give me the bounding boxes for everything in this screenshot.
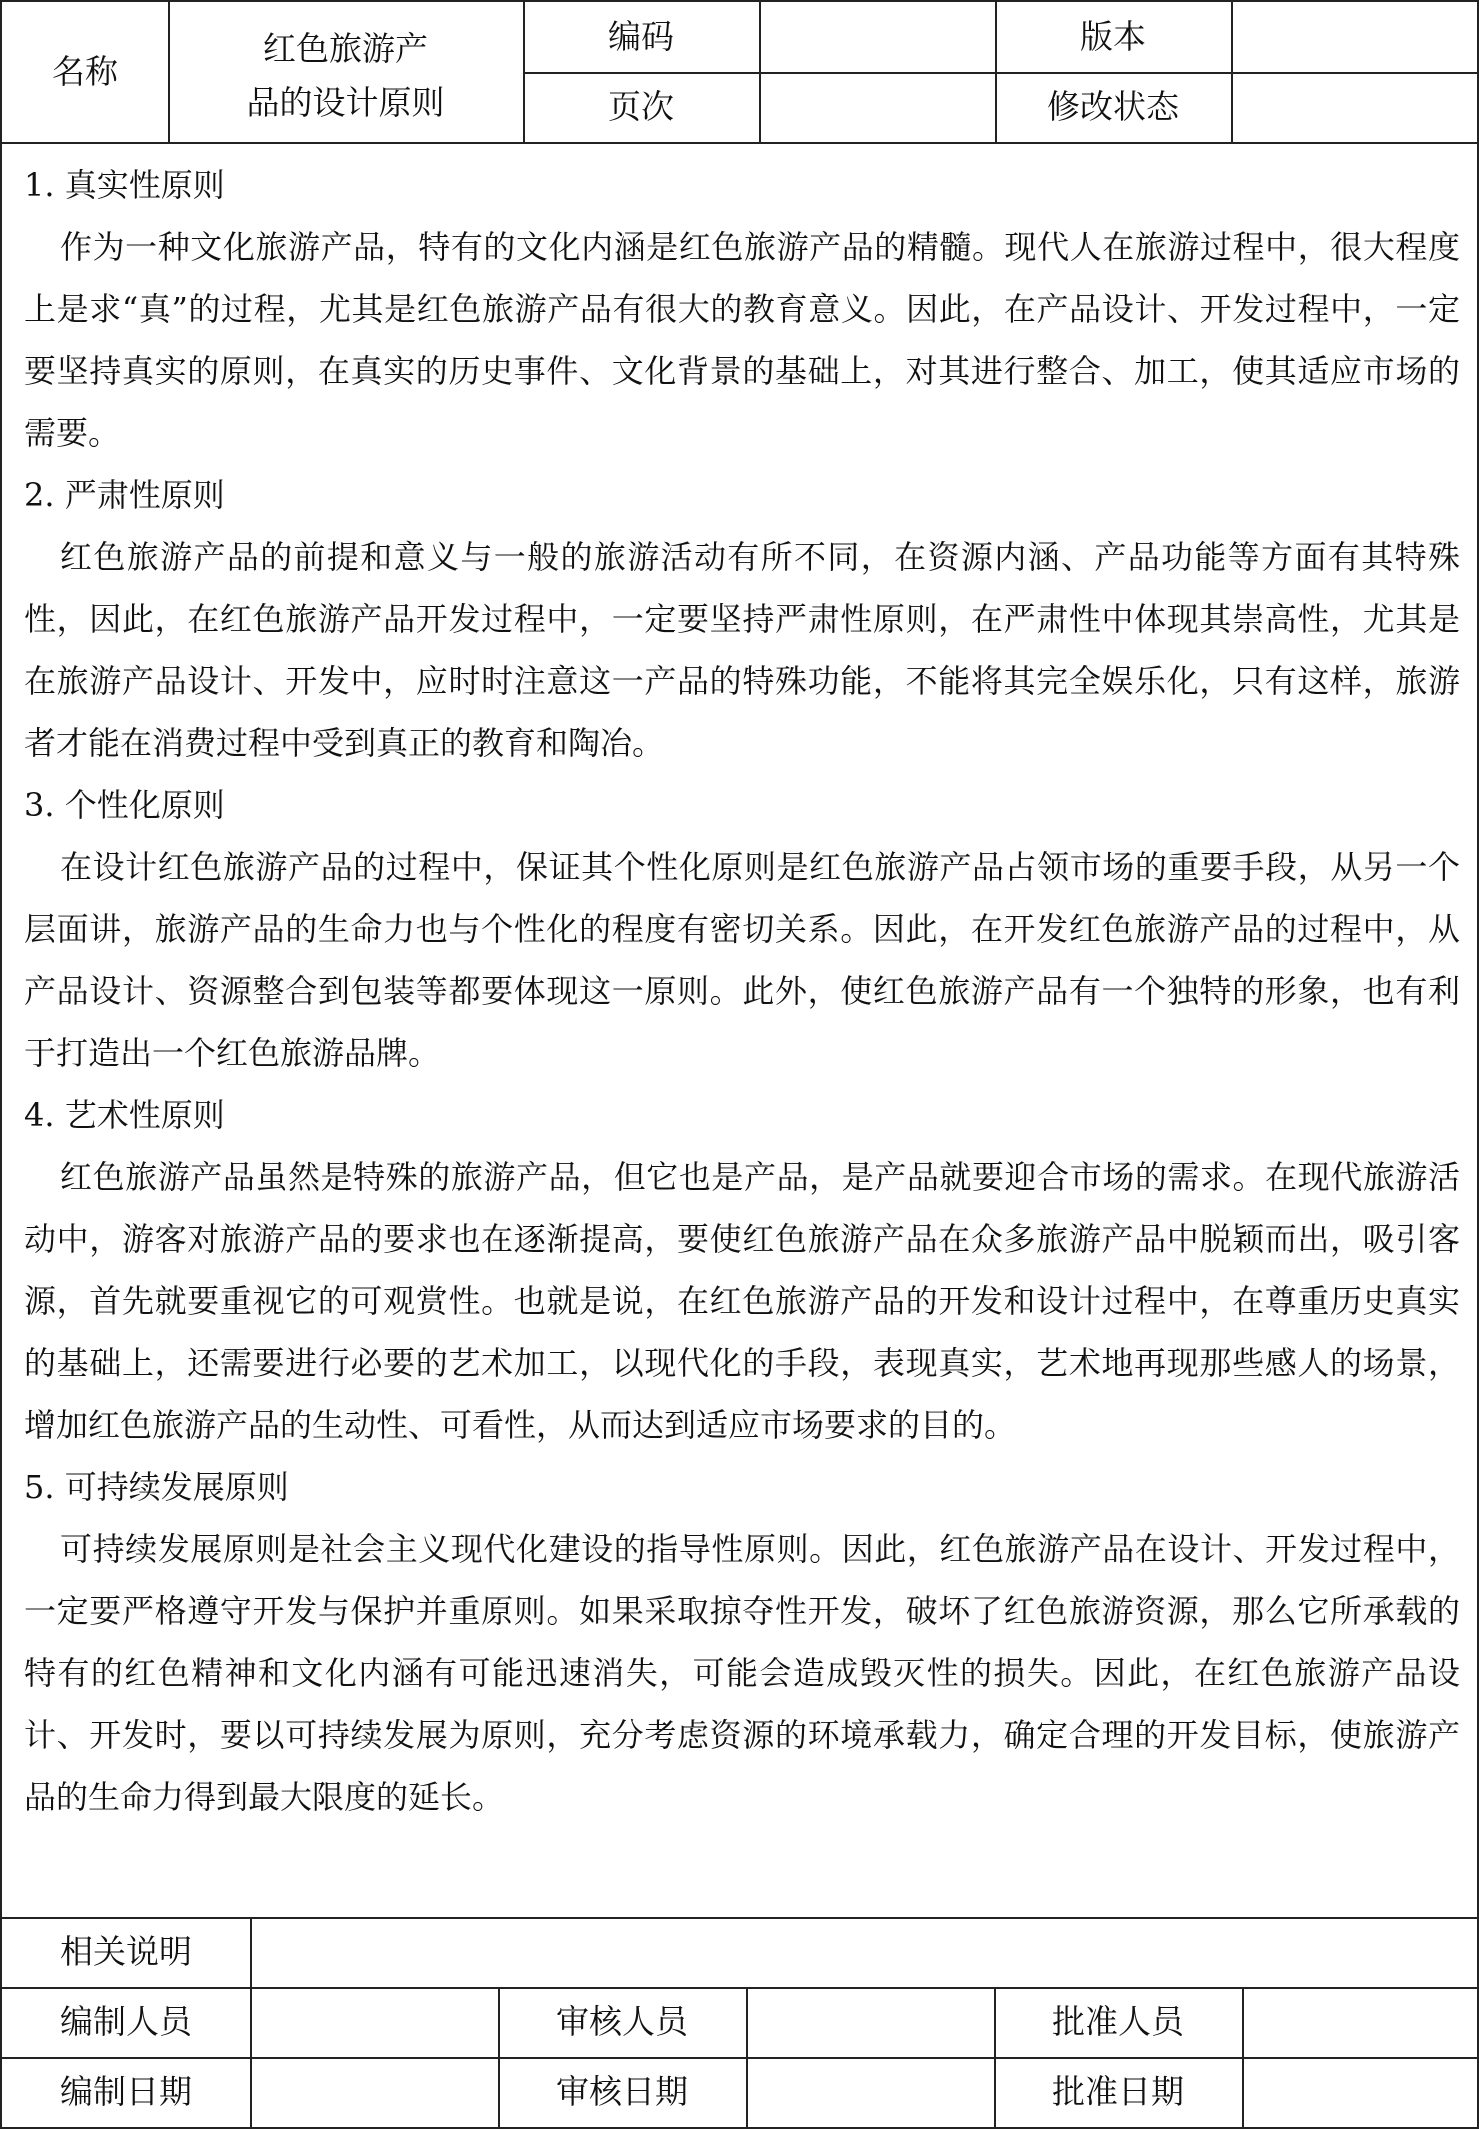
prepared-date-value xyxy=(250,2057,498,2127)
reviewed-date-label-text: 审核日期 xyxy=(556,2072,688,2111)
document-title-line2: 品的设计原则 xyxy=(246,83,445,122)
prepared-by-label xyxy=(2,1987,250,2057)
section-body-1: 作为一种文化旅游产品，特有的文化内涵是红色旅游产品的精髓。现代人在旅游过程中，很大程度上是求“真”的过程，尤其是红色旅游产品有很大的教育意义。因此，在产品设计、开发过程中，一定要坚持真实的原则，在真实的历史事件、文化背景的基础上，对其进行整合、加工，使其适应市场的需要。 xyxy=(24,228,1460,452)
document-title-line1: 红色旅游产 xyxy=(263,29,428,68)
page-label xyxy=(523,72,759,142)
notes-value xyxy=(250,1917,1477,1987)
prepared-date-label-text: 编制日期 xyxy=(60,2072,192,2111)
revision-label xyxy=(995,72,1231,142)
notes-label xyxy=(2,1917,250,1987)
page-label-text: 页次 xyxy=(608,87,674,126)
reviewed-date-label xyxy=(498,2057,746,2127)
approved-by-label xyxy=(994,1987,1242,2057)
approved-date-label xyxy=(994,2057,1242,2127)
reviewed-date-value xyxy=(746,2057,994,2127)
section-heading-4: 4. 艺术性原则 xyxy=(24,1096,225,1134)
section-heading-3: 3. 个性化原则 xyxy=(24,786,225,824)
approved-date-label-text: 批准日期 xyxy=(1052,2072,1184,2111)
version-value xyxy=(1231,2,1477,72)
reviewed-by-label xyxy=(498,1987,746,2057)
section-heading-5: 5. 可持续发展原则 xyxy=(24,1468,289,1506)
section-body-4: 红色旅游产品虽然是特殊的旅游产品，但它也是产品，是产品就要迎合市场的需求。在现代旅游活动中，游客对旅游产品的要求也在逐渐提高，要使红色旅游产品在众多旅游产品中脱颖而出，吸引客源，首先就要重视它的可观赏性。也就是说，在红色旅游产品的开发和设计过程中，在尊重历史真实的基础上，还需要进行必要的艺术加工，以现代化的手段，表现真实，艺术地再现那些感人的场景，增加红色旅游产品的生动性、可看性，从而达到适应市场要求的目的。 xyxy=(24,1158,1460,1444)
section-heading-2: 2. 严肃性原则 xyxy=(24,476,225,514)
prepared-by-label-text: 编制人员 xyxy=(60,2002,192,2041)
prepared-date-label xyxy=(2,2057,250,2127)
notes-label-text: 相关说明 xyxy=(60,1932,192,1971)
prepared-by-value xyxy=(250,1987,498,2057)
version-label xyxy=(995,2,1231,72)
version-label-text: 版本 xyxy=(1080,17,1146,56)
approved-by-label-text: 批准人员 xyxy=(1052,2002,1184,2041)
approved-by-value xyxy=(1242,1987,1477,2057)
section-body-2: 红色旅游产品的前提和意义与一般的旅游活动有所不同，在资源内涵、产品功能等方面有其特殊性，因此，在红色旅游产品开发过程中，一定要坚持严肃性原则，在严肃性中体现其崇高性，尤其是在旅游产品设计、开发中，应时时注意这一产品的特殊功能，不能将其完全娱乐化，只有这样，旅游者才能在消费过程中受到真正的教育和陶冶。 xyxy=(24,538,1460,762)
name-label-text: 名称 xyxy=(52,52,118,91)
code-value xyxy=(759,2,995,72)
revision-label-text: 修改状态 xyxy=(1047,87,1179,126)
code-label xyxy=(523,2,759,72)
section-body-5: 可持续发展原则是社会主义现代化建设的指导性原则。因此，红色旅游产品在设计、开发过程中，一定要严格遵守开发与保护并重原则。如果采取掠夺性开发，破坏了红色旅游资源，那么它所承载的特有的红色精神和文化内涵有可能迅速消失，可能会造成毁灭性的损失。因此，在红色旅游产品设计、开发时，要以可持续发展为原则，充分考虑资源的环境承载力，确定合理的开发目标，使旅游产品的生命力得到最大限度的延长。 xyxy=(24,1530,1460,1816)
section-heading-1: 1. 真实性原则 xyxy=(24,166,225,204)
document-title xyxy=(168,2,523,146)
page-value xyxy=(759,72,995,142)
reviewed-by-label-text: 审核人员 xyxy=(556,2002,688,2041)
name-label xyxy=(2,2,168,142)
approved-date-value xyxy=(1242,2057,1477,2127)
revision-value xyxy=(1231,72,1477,142)
section-body-3: 在设计红色旅游产品的过程中，保证其个性化原则是红色旅游产品占领市场的重要手段，从另一个层面讲，旅游产品的生命力也与个性化的程度有密切关系。因此，在开发红色旅游产品的过程中，从产品设计、资源整合到包装等都要体现这一原则。此外，使红色旅游产品有一个独特的形象，也有利于打造出一个红色旅游品牌。 xyxy=(24,848,1460,1072)
document-body xyxy=(24,154,1460,1909)
code-label-text: 编码 xyxy=(608,17,674,56)
reviewed-by-value xyxy=(746,1987,994,2057)
